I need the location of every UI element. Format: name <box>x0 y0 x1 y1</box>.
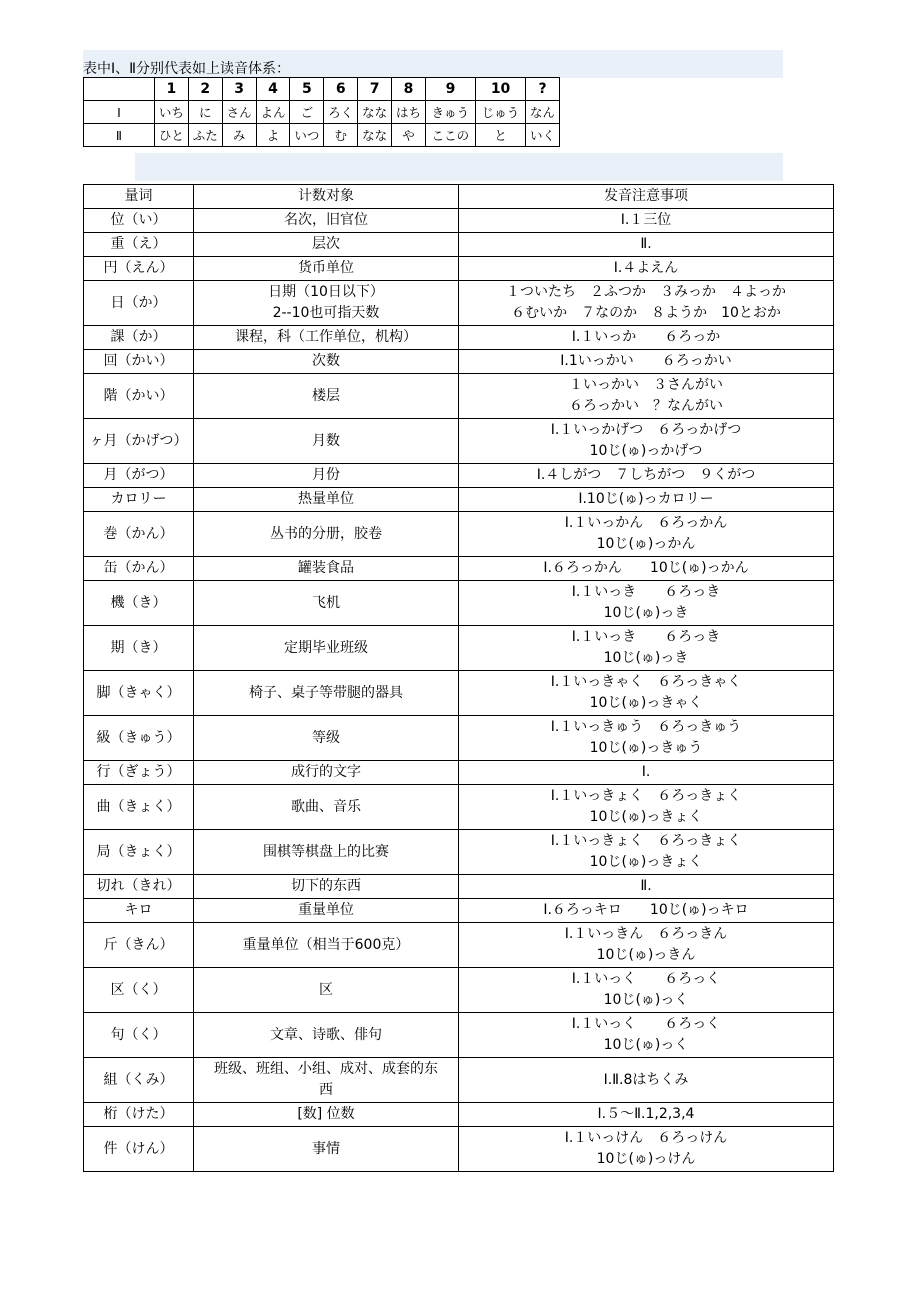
table-row <box>84 257 834 281</box>
pronunciation-note-line: 10じ(ゅ)っきょく <box>589 809 703 825</box>
counting-object <box>194 581 459 626</box>
counter-word: 組（くみ） <box>84 1058 194 1103</box>
pronunciation-notes <box>459 464 834 488</box>
counter-word: 桁（けた） <box>84 1103 194 1127</box>
counting-object-line: 歌曲、音乐 <box>291 798 361 815</box>
reading-cell: に <box>188 101 222 124</box>
counting-object <box>194 557 459 581</box>
pronunciation-note-line: Ⅰ.１いっき ６ろっき <box>571 629 721 645</box>
reading-header-row <box>84 78 560 101</box>
pronunciation-note-line: Ⅰ.１いっきょく ６ろっきょく <box>550 833 742 849</box>
counter-word: 機（き） <box>84 581 194 626</box>
pronunciation-notes <box>459 671 834 716</box>
reading-cell: ふた <box>188 124 222 147</box>
reading-header-cell: 4 <box>256 78 290 101</box>
counter-header-cell: 量词 <box>84 185 194 209</box>
counter-word: 曲（きょく） <box>84 785 194 830</box>
pronunciation-notes <box>459 209 834 233</box>
pronunciation-notes <box>459 512 834 557</box>
counting-object <box>194 512 459 557</box>
counting-object-line: 切下的东西 <box>291 878 361 894</box>
reading-header-cell: 9 <box>425 78 475 101</box>
table-row <box>84 1058 834 1103</box>
pronunciation-note-line: ６むいか ７なのか ８ようか 10とおか <box>511 305 781 321</box>
counter-word: 行（ぎょう） <box>84 761 194 785</box>
counter-word: 件（けん） <box>84 1127 194 1172</box>
reading-cell: じゅう <box>476 101 526 124</box>
pronunciation-note-line: 10じ(ゅ)っく <box>603 992 689 1008</box>
table-row <box>84 557 834 581</box>
counter-word: 切れ（きれ） <box>84 875 194 899</box>
counter-word: ヶ月（かげつ） <box>84 419 194 464</box>
reading-header-cell: 5 <box>290 78 324 101</box>
counting-object-line: 月份 <box>312 467 340 483</box>
counting-object-line: 重量单位（相当于600克） <box>242 936 410 953</box>
counting-object-line: 重量单位 <box>298 902 354 918</box>
counting-object <box>194 419 459 464</box>
reading-cell: よ <box>256 124 290 147</box>
counting-object-line: 热量单位 <box>298 491 354 507</box>
counting-object-line: 成行的文字 <box>291 764 361 780</box>
reading-cell: いつ <box>290 124 324 147</box>
pronunciation-notes <box>459 761 834 785</box>
counting-object-line: 事情 <box>312 1140 340 1157</box>
counting-object-line: 定期毕业班级 <box>284 639 368 656</box>
counting-object <box>194 488 459 512</box>
reading-cell: み <box>222 124 256 147</box>
reading-system-table <box>83 77 560 147</box>
reading-cell: ここの <box>425 124 475 147</box>
counting-object <box>194 257 459 281</box>
counting-object-line: 2--10也可指天数 <box>272 305 380 321</box>
counting-object <box>194 626 459 671</box>
reading-header-cell: 10 <box>476 78 526 101</box>
pronunciation-note-line: Ⅰ.１いっきゃく ６ろっきゃく <box>550 674 742 690</box>
counting-object <box>194 281 459 326</box>
counting-object <box>194 785 459 830</box>
pronunciation-notes <box>459 875 834 899</box>
table-row <box>84 512 834 557</box>
table-row <box>84 374 834 419</box>
pronunciation-note-line: １ついたち ２ふつか ３みっか ４よっか <box>506 284 786 300</box>
table-row <box>84 968 834 1013</box>
table-row <box>84 419 834 464</box>
counting-object-line: [数] 位数 <box>297 1106 355 1122</box>
counting-object <box>194 875 459 899</box>
table-row <box>84 1013 834 1058</box>
table-row <box>84 1127 834 1172</box>
counting-object <box>194 1103 459 1127</box>
counting-object <box>194 464 459 488</box>
counting-object-line: 货币单位 <box>298 260 354 276</box>
pronunciation-note-line: 10じ(ゅ)っかん <box>596 536 696 552</box>
pronunciation-note-line: 10じ(ゅ)っきん <box>596 947 696 963</box>
caption: 表中Ⅰ、Ⅱ分别代表如上读音体系： <box>83 61 291 77</box>
pronunciation-note-line: Ⅰ.10じ(ゅ)っカロリー <box>578 491 714 507</box>
pronunciation-notes <box>459 488 834 512</box>
counter-header-row <box>84 185 834 209</box>
pronunciation-note-line: Ⅰ.６ろっキロ 10じ(ゅ)っキロ <box>543 902 749 918</box>
reading-cell: よん <box>256 101 290 124</box>
pronunciation-note-line: １いっかい ３さんがい <box>569 377 723 393</box>
pronunciation-notes <box>459 1013 834 1058</box>
pronunciation-notes <box>459 1127 834 1172</box>
table-row <box>84 923 834 968</box>
reading-cell: む <box>324 124 358 147</box>
pronunciation-note-line: 10じ(ゅ)っきゃく <box>589 695 703 711</box>
table-row <box>84 671 834 716</box>
reading-cell: ろく <box>324 101 358 124</box>
counting-object <box>194 326 459 350</box>
counting-object <box>194 968 459 1013</box>
table-row <box>84 785 834 830</box>
counting-object <box>194 830 459 875</box>
pronunciation-note-line: Ⅰ.５～Ⅱ.1,2,3,4 <box>597 1106 695 1122</box>
counting-object-line: 层次 <box>312 236 340 252</box>
reading-cell: きゅう <box>425 101 475 124</box>
counting-object-line: 飞机 <box>312 594 340 611</box>
counter-word: 級（きゅう） <box>84 716 194 761</box>
pronunciation-note-line: 10じ(ゅ)っき <box>603 605 689 621</box>
pronunciation-note-line: 10じ(ゅ)っかげつ <box>589 443 703 459</box>
counter-word: 回（かい） <box>84 350 194 374</box>
reading-cell: なん <box>526 101 560 124</box>
pronunciation-note-line: Ⅰ. <box>641 764 651 780</box>
table-row <box>84 626 834 671</box>
reading-cell: はち <box>392 101 426 124</box>
counting-object-line: 课程，科（工作单位，机构） <box>235 329 417 345</box>
table-row <box>84 716 834 761</box>
counting-object <box>194 1013 459 1058</box>
pronunciation-notes <box>459 716 834 761</box>
counting-object-line: 楼层 <box>312 387 340 404</box>
counting-object <box>194 899 459 923</box>
counting-object <box>194 716 459 761</box>
pronunciation-note-line: Ⅰ.１いっか ６ろっか <box>571 329 721 345</box>
reading-cell: さん <box>222 101 256 124</box>
counting-object-line: 椅子、桌子等带腿的器具 <box>249 684 403 701</box>
counting-object <box>194 374 459 419</box>
pronunciation-notes <box>459 374 834 419</box>
table-row <box>84 326 834 350</box>
pronunciation-notes <box>459 1058 834 1103</box>
table-row <box>84 233 834 257</box>
counter-word-table <box>83 184 834 1172</box>
pronunciation-note-line: Ⅰ.１いっきゅう ６ろっきゅう <box>550 719 742 735</box>
table-row <box>84 1103 834 1127</box>
pronunciation-note-line: 10じ(ゅ)っけん <box>596 1151 696 1167</box>
reading-header-cell: 1 <box>155 78 189 101</box>
pronunciation-notes <box>459 581 834 626</box>
pronunciation-notes <box>459 968 834 1013</box>
pronunciation-note-line: Ⅰ.1いっかい ６ろっかい <box>560 353 732 369</box>
highlight-band <box>135 153 783 181</box>
pronunciation-note-line: Ⅰ.Ⅱ.8はちくみ <box>603 1071 689 1088</box>
reading-header-cell: 8 <box>392 78 426 101</box>
pronunciation-notes <box>459 785 834 830</box>
pronunciation-notes <box>459 626 834 671</box>
pronunciation-note-line: Ⅰ.６ろっかん 10じ(ゅ)っかん <box>543 560 749 576</box>
table-row <box>84 464 834 488</box>
reading-cell: ご <box>290 101 324 124</box>
pronunciation-note-line: Ⅰ.４よえん <box>613 260 679 276</box>
counter-word: 階（かい） <box>84 374 194 419</box>
reading-cell: いち <box>155 101 189 124</box>
pronunciation-notes <box>459 419 834 464</box>
pronunciation-notes <box>459 326 834 350</box>
counting-object-line: 名次，旧官位 <box>284 212 368 228</box>
pronunciation-note-line: Ⅰ.１三位 <box>620 212 672 228</box>
pronunciation-note-line: Ⅰ.１いっきょく ６ろっきょく <box>550 788 742 804</box>
pronunciation-notes <box>459 830 834 875</box>
reading-cell: Ⅱ <box>84 124 155 147</box>
counting-object <box>194 233 459 257</box>
pronunciation-note-line: Ⅱ. <box>640 236 652 252</box>
counter-word: 句（く） <box>84 1013 194 1058</box>
reading-cell: なな <box>358 124 392 147</box>
counter-word: 脚（きゃく） <box>84 671 194 716</box>
pronunciation-note-line: 10じ(ゅ)っき <box>603 650 689 666</box>
counting-object <box>194 209 459 233</box>
counter-word: 課（か） <box>84 326 194 350</box>
pronunciation-note-line: Ⅰ.１いっかげつ ６ろっかげつ <box>550 422 742 438</box>
counter-word: 位（い） <box>84 209 194 233</box>
counting-object-line: 日期（10日以下） <box>268 284 384 300</box>
table-row <box>84 830 834 875</box>
counting-object-line: 丛书的分册，胶卷 <box>270 525 382 542</box>
pronunciation-note-line: Ⅰ.１いっく ６ろっく <box>571 1016 721 1032</box>
counting-object <box>194 1058 459 1103</box>
counter-word: カロリー <box>84 488 194 512</box>
pronunciation-notes <box>459 923 834 968</box>
reading-cell: と <box>476 124 526 147</box>
counter-word: 重（え） <box>84 233 194 257</box>
counting-object <box>194 671 459 716</box>
table-row <box>84 761 834 785</box>
pronunciation-note-line: Ⅱ. <box>640 878 652 894</box>
reading-header-cell: 7 <box>358 78 392 101</box>
reading-header-cell: 2 <box>188 78 222 101</box>
counting-object-line: 次数 <box>312 353 340 369</box>
pronunciation-note-line: Ⅰ.４しがつ ７しちがつ ９くがつ <box>536 467 756 483</box>
pronunciation-note-line: Ⅰ.１いっかん ６ろっかん <box>564 515 728 531</box>
counter-word: 局（きょく） <box>84 830 194 875</box>
counting-object-line: 西 <box>319 1082 333 1098</box>
pronunciation-note-line: Ⅰ.１いっき ６ろっき <box>571 584 721 600</box>
counter-word: 期（き） <box>84 626 194 671</box>
counting-object-line: 月数 <box>312 432 340 449</box>
reading-header-cell: ? <box>526 78 560 101</box>
table-row <box>84 281 834 326</box>
counting-object <box>194 923 459 968</box>
reading-row <box>84 124 560 147</box>
reading-cell: ひと <box>155 124 189 147</box>
counter-word: 斤（きん） <box>84 923 194 968</box>
reading-header-cell <box>84 78 155 101</box>
counter-word: 日（か） <box>84 281 194 326</box>
counter-word: 缶（かん） <box>84 557 194 581</box>
reading-cell: や <box>392 124 426 147</box>
counting-object-line: 文章、诗歌、俳句 <box>270 1026 382 1043</box>
pronunciation-notes <box>459 281 834 326</box>
counter-word: 区（く） <box>84 968 194 1013</box>
table-row <box>84 209 834 233</box>
counting-object-line: 围棋等棋盘上的比赛 <box>263 843 389 860</box>
counting-object <box>194 761 459 785</box>
pronunciation-notes <box>459 257 834 281</box>
reading-header-cell: 6 <box>324 78 358 101</box>
pronunciation-notes <box>459 233 834 257</box>
table-row <box>84 899 834 923</box>
pronunciation-note-line: 10じ(ゅ)っきょく <box>589 854 703 870</box>
counter-word: 巻（かん） <box>84 512 194 557</box>
counting-object-line: 罐装食品 <box>298 560 354 576</box>
pronunciation-notes <box>459 899 834 923</box>
counter-word: キロ <box>84 899 194 923</box>
counter-header-cell: 发音注意事项 <box>459 185 834 209</box>
pronunciation-notes <box>459 350 834 374</box>
counting-object <box>194 1127 459 1172</box>
counting-object-line: 班级、班组、小组、成对、成套的东 <box>214 1061 438 1077</box>
pronunciation-notes <box>459 1103 834 1127</box>
table-row <box>84 875 834 899</box>
pronunciation-note-line: Ⅰ.１いっく ６ろっく <box>571 971 721 987</box>
counter-word: 月（がつ） <box>84 464 194 488</box>
table-row <box>84 350 834 374</box>
table-row <box>84 488 834 512</box>
table-row <box>84 581 834 626</box>
reading-cell: Ⅰ <box>84 101 155 124</box>
reading-cell: なな <box>358 101 392 124</box>
pronunciation-note-line: 10じ(ゅ)っきゅう <box>589 740 703 756</box>
pronunciation-note-line: ６ろっかい ？なんがい <box>569 398 723 414</box>
reading-header-cell: 3 <box>222 78 256 101</box>
pronunciation-note-line: Ⅰ.１いっきん ６ろっきん <box>564 926 728 942</box>
pronunciation-note-line: 10じ(ゅ)っく <box>603 1037 689 1053</box>
counter-header-cell: 计数对象 <box>194 185 459 209</box>
pronunciation-note-line: Ⅰ.１いっけん ６ろっけん <box>564 1130 728 1146</box>
counting-object-line: 等级 <box>312 729 340 746</box>
counting-object <box>194 350 459 374</box>
counter-word: 円（えん） <box>84 257 194 281</box>
reading-row <box>84 101 560 124</box>
pronunciation-notes <box>459 557 834 581</box>
counting-object-line: 区 <box>319 981 333 998</box>
reading-cell: いく <box>526 124 560 147</box>
